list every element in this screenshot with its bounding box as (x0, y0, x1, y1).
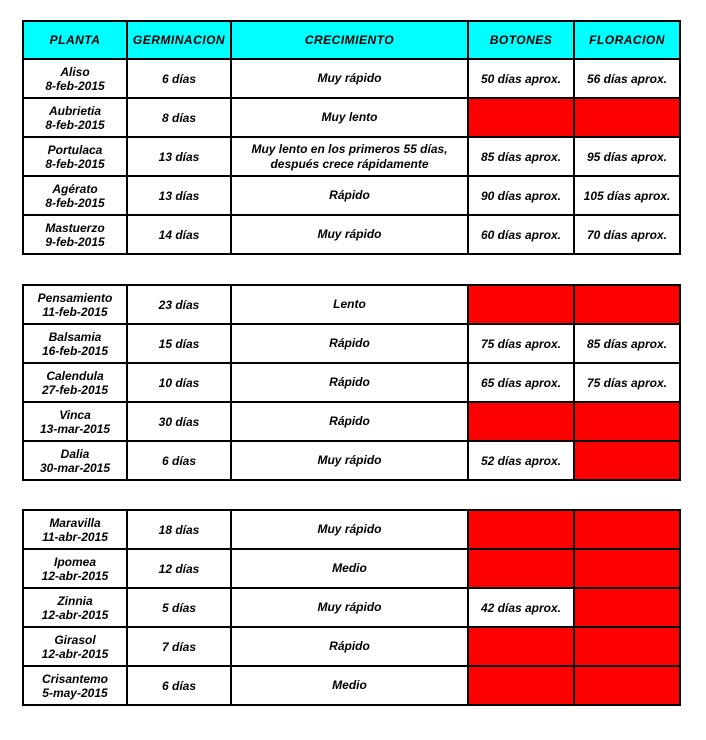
plant-row (23, 549, 680, 588)
germination-cell: 23 días (127, 285, 231, 324)
plant-name: Balsamia (48, 329, 102, 344)
germination-cell: 12 días (127, 549, 231, 588)
sowing-date: 27-feb-2015 (41, 382, 109, 397)
flowering-cell-empty (574, 285, 680, 324)
germination-cell: 8 días (127, 98, 231, 137)
plant-table-group-2 (22, 284, 681, 481)
plant-cell (23, 363, 127, 402)
flowering-cell: 70 días aprox. (574, 215, 680, 254)
flowering-cell: 56 días aprox. (574, 59, 680, 98)
growth-cell (231, 627, 468, 666)
flowering-cell: 75 días aprox. (574, 363, 680, 402)
germination-cell: 6 días (127, 441, 231, 480)
plant-cell (23, 441, 127, 480)
header-row (23, 21, 680, 59)
plant-row (23, 98, 680, 137)
buds-cell-empty (468, 285, 574, 324)
flowering-cell: 95 días aprox. (574, 137, 680, 176)
plant-cell (23, 215, 127, 254)
growth-line: Muy rápido (317, 71, 382, 85)
flowering-cell-empty (574, 510, 680, 549)
sowing-date: 16-feb-2015 (41, 343, 109, 358)
flowering-cell-empty (574, 627, 680, 666)
growth-cell (231, 588, 468, 627)
buds-cell: 60 días aprox. (468, 215, 574, 254)
buds-cell-empty (468, 627, 574, 666)
growth-cell (231, 441, 468, 480)
growth-cell (231, 98, 468, 137)
plant-name: Calendula (46, 368, 104, 383)
header-planta: PLANTA (23, 21, 127, 59)
growth-cell (231, 215, 468, 254)
growth-line: Medio (332, 561, 367, 575)
buds-cell-empty (468, 666, 574, 705)
growth-cell (231, 324, 468, 363)
plant-row (23, 59, 680, 98)
header-floracion: FLORACION (574, 21, 680, 59)
group-body (23, 510, 680, 705)
flowering-cell-empty (574, 441, 680, 480)
sowing-date: 5-may-2015 (42, 685, 108, 700)
plant-cell (23, 402, 127, 441)
plant-row (23, 510, 680, 549)
flowering-cell: 105 días aprox. (574, 176, 680, 215)
header-botones: BOTONES (468, 21, 574, 59)
sowing-date: 11-feb-2015 (42, 304, 108, 319)
group-body (23, 285, 680, 480)
plant-row (23, 441, 680, 480)
plant-cell (23, 510, 127, 549)
buds-cell: 85 días aprox. (468, 137, 574, 176)
plant-name: Maravilla (49, 515, 101, 530)
plant-cell (23, 285, 127, 324)
growth-line: Lento (333, 297, 366, 311)
flowering-cell-empty (574, 549, 680, 588)
germination-cell: 30 días (127, 402, 231, 441)
flowering-cell-empty (574, 666, 680, 705)
plant-name: Mastuerzo (45, 220, 105, 235)
growth-cell (231, 549, 468, 588)
plant-name: Aliso (60, 64, 90, 79)
growth-line: Rápido (329, 375, 370, 389)
growth-line: Medio (332, 678, 367, 692)
sowing-date: 12-abr-2015 (41, 568, 109, 583)
plant-row (23, 402, 680, 441)
sowing-date: 8-feb-2015 (45, 156, 105, 171)
buds-cell: 42 días aprox. (468, 588, 574, 627)
growth-cell (231, 510, 468, 549)
buds-cell-empty (468, 402, 574, 441)
growth-cell (231, 176, 468, 215)
flowering-cell-empty (574, 402, 680, 441)
plant-row (23, 324, 680, 363)
plant-name: Crisantemo (41, 671, 109, 686)
plant-cell (23, 98, 127, 137)
plant-row (23, 176, 680, 215)
sowing-date: 9-feb-2015 (45, 234, 105, 249)
sowing-date: 8-feb-2015 (45, 195, 105, 210)
plant-name: Zinnia (57, 593, 93, 608)
growth-cell (231, 666, 468, 705)
germination-cell: 7 días (127, 627, 231, 666)
plant-row (23, 137, 680, 176)
plant-name: Dalia (60, 446, 90, 461)
growth-cell (231, 59, 468, 98)
germination-cell: 13 días (127, 176, 231, 215)
sowing-date: 12-abr-2015 (41, 646, 109, 661)
growth-line: Rápido (329, 336, 370, 350)
sowing-date: 11-abr-2015 (42, 529, 108, 544)
plant-cell (23, 137, 127, 176)
plant-row (23, 215, 680, 254)
buds-cell-empty (468, 549, 574, 588)
growth-line: Muy rápido (317, 453, 382, 467)
plant-name: Portulaca (47, 142, 103, 157)
growth-cell (231, 402, 468, 441)
growth-line: Muy lento en los primeros 55 días, (251, 141, 448, 156)
growth-line: Rápido (329, 414, 370, 428)
plant-name: Girasol (54, 632, 96, 647)
header-crecimiento: CRECIMIENTO (231, 21, 468, 59)
germination-cell: 14 días (127, 215, 231, 254)
buds-cell: 75 días aprox. (468, 324, 574, 363)
plant-cell (23, 59, 127, 98)
growth-line: Muy rápido (317, 600, 382, 614)
header-germinacion: GERMINACION (127, 21, 231, 59)
plant-cell (23, 549, 127, 588)
sowing-date: 12-abr-2015 (41, 607, 109, 622)
germination-cell: 6 días (127, 59, 231, 98)
flowering-cell-empty (574, 98, 680, 137)
flowering-cell-empty (574, 588, 680, 627)
buds-cell-empty (468, 98, 574, 137)
plant-row (23, 666, 680, 705)
plant-cell (23, 627, 127, 666)
plant-row (23, 627, 680, 666)
plant-row (23, 588, 680, 627)
sowing-date: 13-mar-2015 (39, 421, 111, 436)
growth-line: Rápido (329, 188, 370, 202)
plant-cell (23, 176, 127, 215)
sowing-date: 8-feb-2015 (45, 117, 105, 132)
buds-cell: 65 días aprox. (468, 363, 574, 402)
growth-line: Muy rápido (317, 522, 382, 536)
plant-name: Vinca (59, 407, 91, 422)
growth-line: Rápido (329, 639, 370, 653)
plant-name: Agérato (52, 181, 98, 196)
plant-name: Ipomea (53, 554, 96, 569)
germination-cell: 18 días (127, 510, 231, 549)
buds-cell: 90 días aprox. (468, 176, 574, 215)
plant-row (23, 285, 680, 324)
germination-cell: 10 días (127, 363, 231, 402)
germination-cell: 15 días (127, 324, 231, 363)
growth-cell (231, 285, 468, 324)
sowing-date: 30-mar-2015 (39, 460, 111, 475)
plant-table-group-3 (22, 509, 681, 706)
sowing-date: 8-feb-2015 (45, 78, 105, 93)
germination-cell: 6 días (127, 666, 231, 705)
growth-cell (231, 363, 468, 402)
plant-cell (23, 666, 127, 705)
flowering-cell: 85 días aprox. (574, 324, 680, 363)
germination-cell: 13 días (127, 137, 231, 176)
buds-cell-empty (468, 510, 574, 549)
plant-cell (23, 324, 127, 363)
growth-line: Muy lento (321, 110, 378, 124)
growth-cell (231, 137, 468, 176)
plant-name: Pensamiento (37, 290, 113, 305)
germination-cell: 5 días (127, 588, 231, 627)
buds-cell: 52 días aprox. (468, 441, 574, 480)
buds-cell: 50 días aprox. (468, 59, 574, 98)
plant-cell (23, 588, 127, 627)
plant-table-group-1 (22, 20, 681, 255)
group-body (23, 21, 680, 254)
growth-line: Muy rápido (317, 227, 382, 241)
plant-name: Aubrietia (48, 103, 101, 118)
growth-line: después crece rápidamente (270, 156, 429, 171)
plant-row (23, 363, 680, 402)
